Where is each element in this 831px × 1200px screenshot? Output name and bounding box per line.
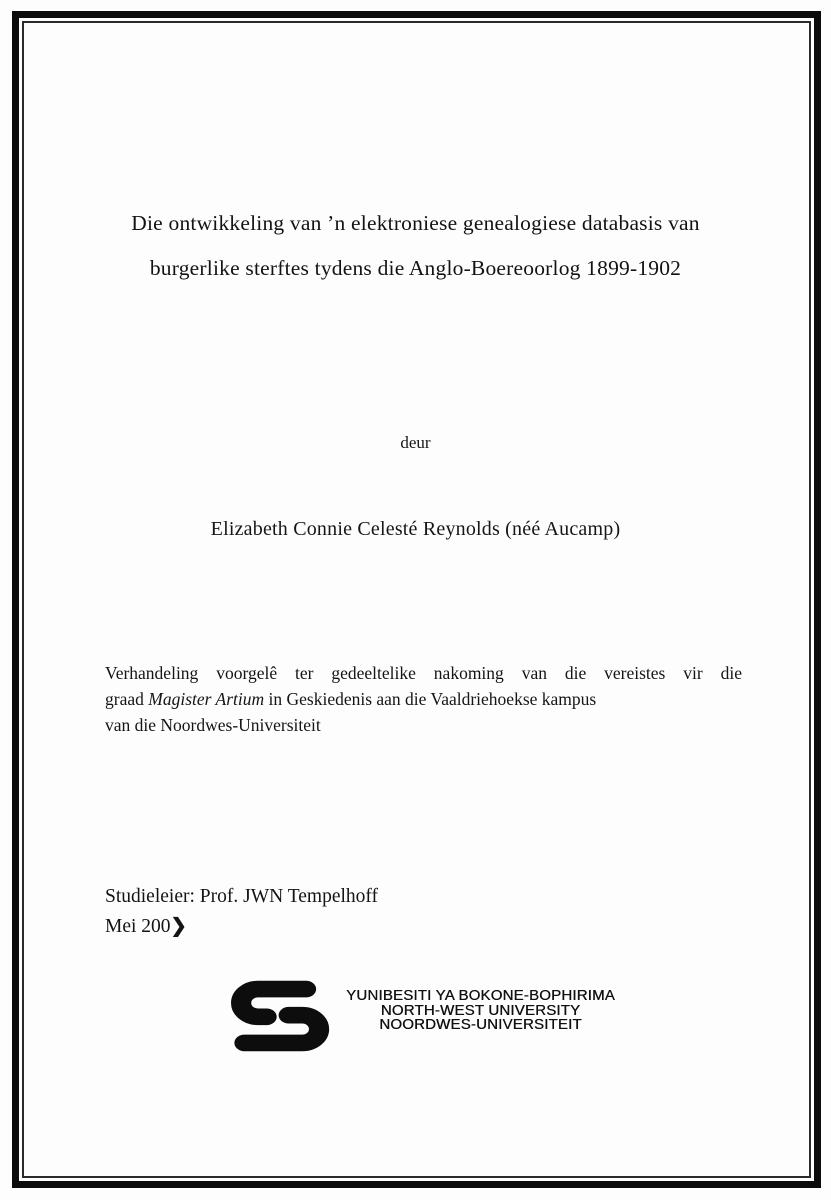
supervisor-and-date <box>105 882 378 942</box>
logo-line-english: NORTH-WEST UNIVERSITY <box>380 1001 581 1019</box>
logo-line-afrikaans: NOORDWES-UNIVERSITEIT <box>379 1016 582 1034</box>
logo-line-setswana: YUNIBESITI YA BOKONE-BOPHIRIMA <box>346 987 615 1005</box>
statement-line-2-prefix: graad <box>105 689 149 709</box>
university-logo-text <box>346 989 615 1033</box>
statement-line-2 <box>105 686 742 712</box>
university-logo <box>216 968 615 1054</box>
nwu-logo-mark-icon <box>216 978 343 1054</box>
thesis-title-line-1: Die ontwikkeling van ’n elektroniese genealogiese databasis van <box>131 211 700 235</box>
statement-line-1: Verhandeling voorgelê ter gedeeltelike nakoming van die vereistes vir die <box>105 663 742 683</box>
thesis-title-line-2: burgerlike sterftes tydens die Anglo-Boereoorlog 1899-1902 <box>149 256 682 280</box>
degree-statement <box>105 660 742 738</box>
byline-deur: deur <box>400 433 431 452</box>
date-line <box>105 912 378 942</box>
date-glyph: ❯ <box>170 916 187 937</box>
thesis-title <box>0 201 831 291</box>
statement-line-3: van die Noordwes-Universiteit <box>105 715 321 735</box>
statement-line-2-suffix: in Geskiedenis aan die Vaaldriehoekse kampus <box>264 689 597 709</box>
supervisor-line: Studieleier: Prof. JWN Tempelhoff <box>105 886 379 907</box>
date-prefix: Mei 200 <box>105 916 171 937</box>
magister-artium-italic: Magister Artium <box>148 689 265 709</box>
author-name: Elizabeth Connie Celesté Reynolds (néé Aucamp) <box>210 518 621 540</box>
